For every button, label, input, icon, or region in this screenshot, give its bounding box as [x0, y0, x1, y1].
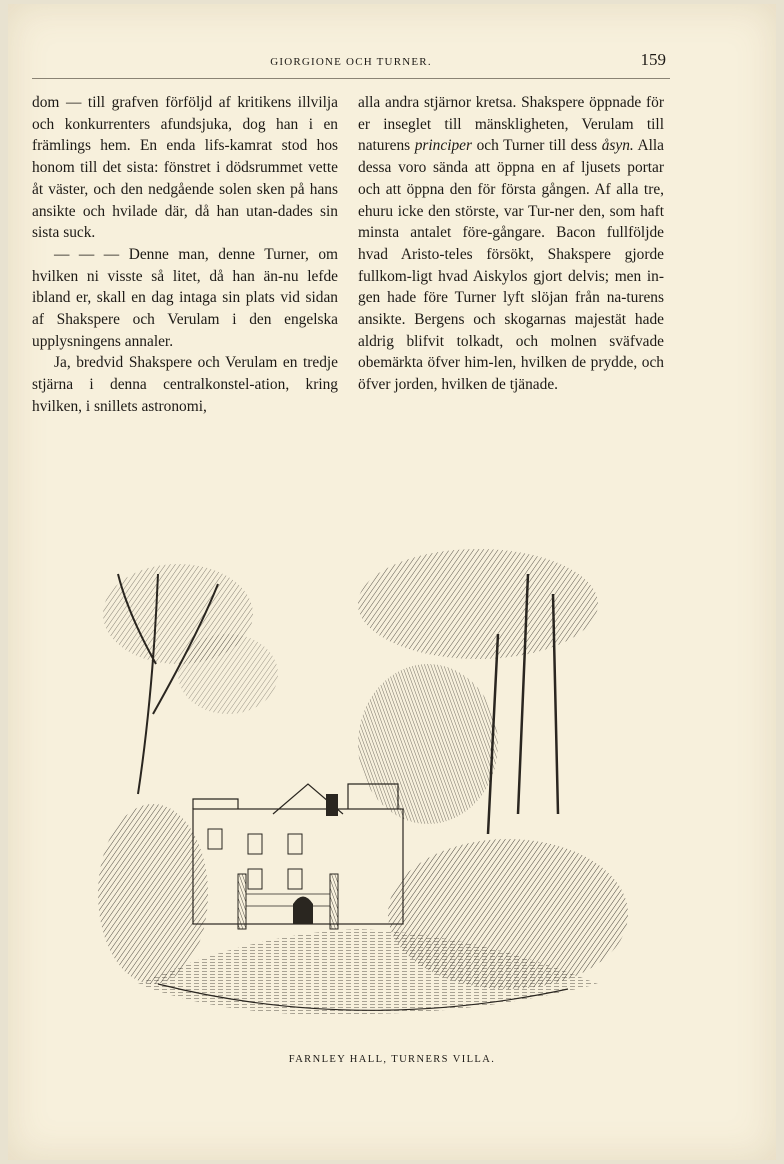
- left-tree: [98, 564, 278, 984]
- hall-building: [193, 784, 403, 929]
- italic-word-principer: principer: [414, 137, 472, 155]
- paragraph-2: — — — Denne man, denne Turner, om hvilken ni visste så litet, då han än-nu lefde ibland er, skall en dag intaga sin plats vid sidan af Shakspere och Verulam i den engelska upplysningens annaler.: [32, 245, 338, 350]
- right-trees: [358, 549, 628, 989]
- illustration-caption: FARNLEY HALL, TURNERS VILLA.: [288, 1054, 496, 1065]
- paragraph-3: Ja, bredvid Shakspere och Verulam en tredje stjärna i denna centralkonstel-ation, kring hvilken, i snillets astronomi,: [32, 354, 338, 415]
- paragraph-1: dom — till grafven förföljd af kritikens illvilja och konkurrenters afundsjuka, dog han i en främlings hem. En enda lifs-kamrat stod hos honom till det sista: fönstret i dödsrummet vette åt väster, och den nedgående solen sken på hans ansikte och hvilade där, då han utan-dades sin sista suck.: [32, 94, 338, 242]
- book-page: [8, 4, 776, 1160]
- page-number: 159: [640, 50, 666, 69]
- text-segment: och Turner till dess: [472, 137, 602, 155]
- text-segment: Alla dessa voro sända att öppna en af ljusets portar och att öppna den för första gången. Af alla tre, ehuru icke den störste, var Tur-ner den, som haft minsta antalet före-gångare. Bacon fullföljde hvad Aristo-teles försökt, Shakspere gjorde fullkom-ligt hvad Aiskylos gjort delvis; men in-gen hade före Turner lyft slöjan från na-turens ansikte. Bergens och skogarnas majestät hade aldrig blifvit tolkadt, och molnen sväfvade obemärkta öfver him-len, hvilken de prydde, och öfver jorden, hvilken de tjänade.: [358, 137, 664, 394]
- paragraph-4: [358, 92, 664, 396]
- text-segment: alla andra stjärnor kretsa. Shakspere öppnade för er inseglet till mänskligheten, Verulam till naturens: [358, 94, 664, 155]
- page-header: [32, 46, 670, 79]
- farnley-hall-engraving: [98, 514, 638, 1039]
- right-column: [358, 92, 664, 396]
- italic-word-asyn: åsyn.: [601, 137, 634, 155]
- running-title: GIORGIONE OCH TURNER.: [270, 56, 432, 68]
- left-column: [32, 92, 338, 418]
